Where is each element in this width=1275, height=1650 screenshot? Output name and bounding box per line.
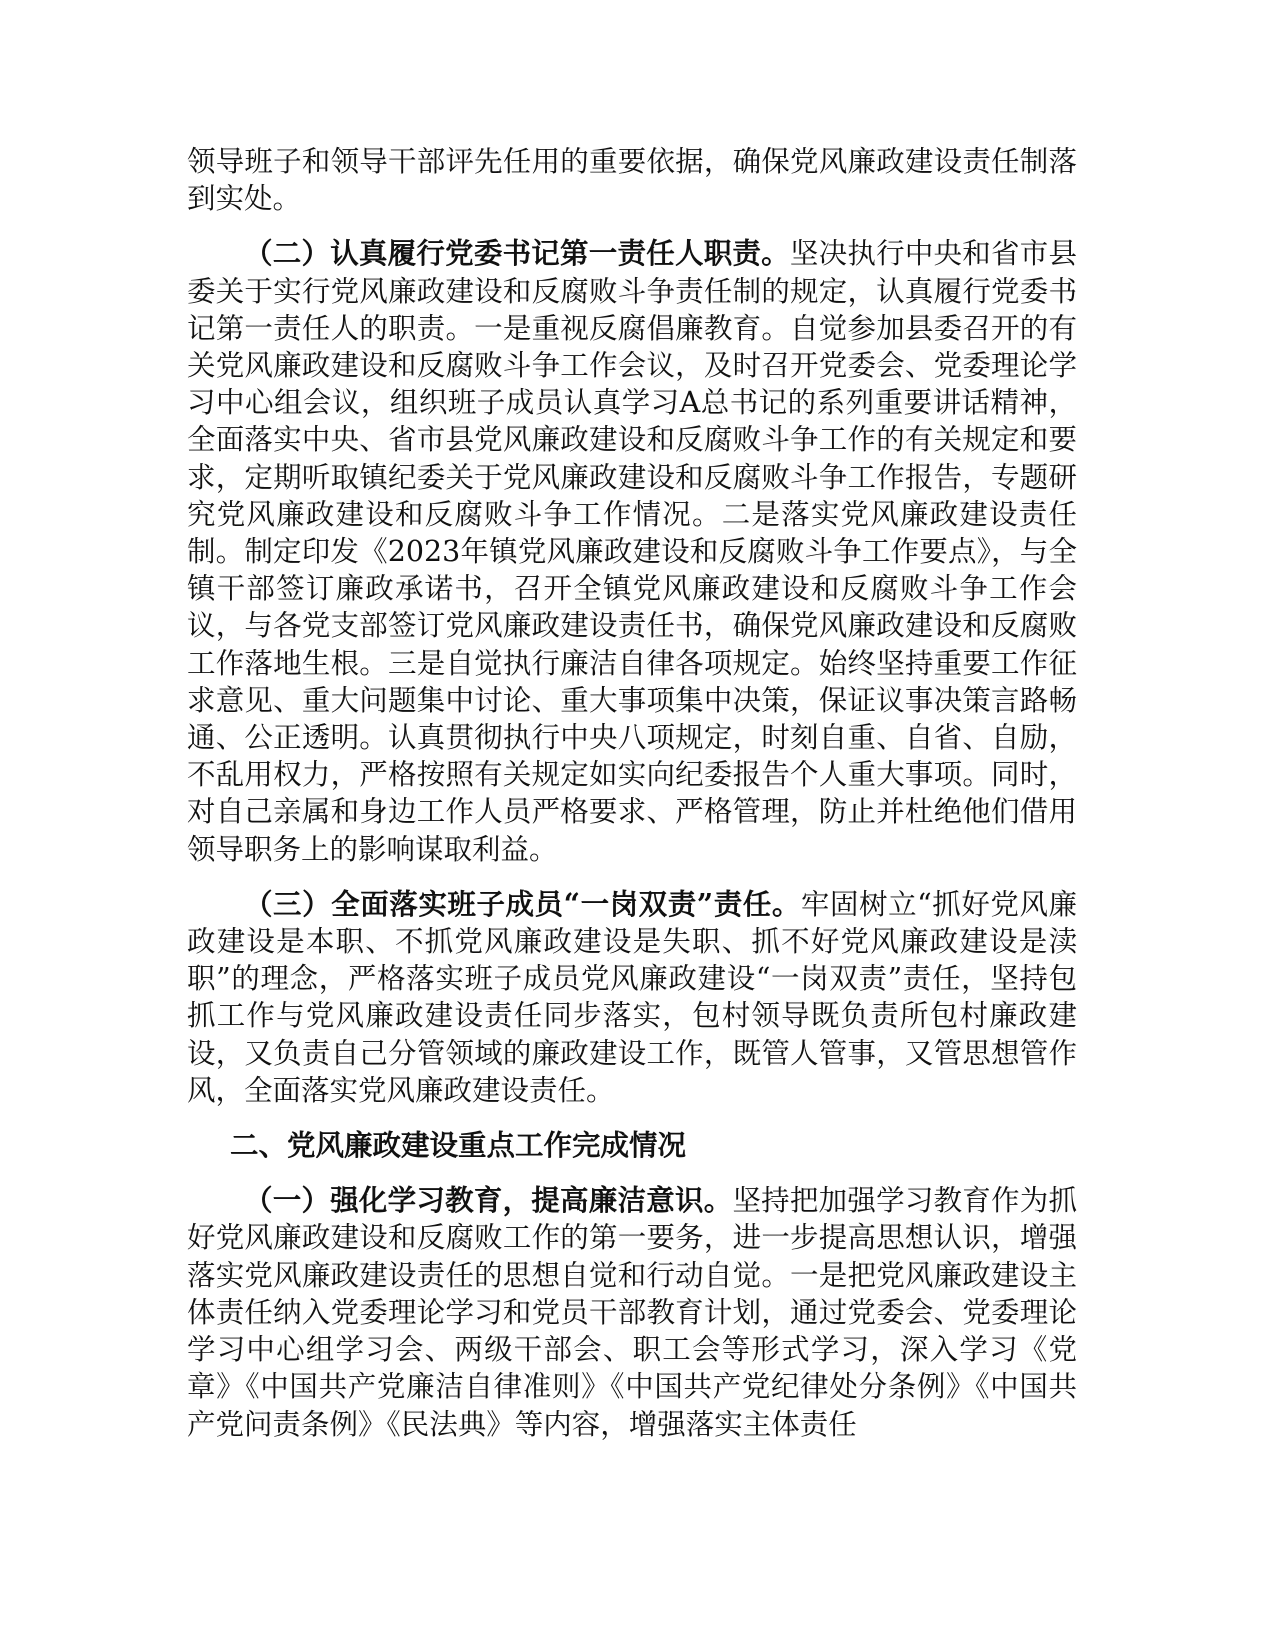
section-heading: 二、党风廉政建设重点工作完成情况 xyxy=(230,1128,687,1163)
document-body xyxy=(187,143,1077,1461)
paragraph-text: 领导班子和领导干部评先任用的重要依据，确保党风廉政建设责任制落到实处。 xyxy=(187,145,1077,216)
paragraph-lead: （一）强化学习教育，提高廉洁意识。 xyxy=(244,1183,733,1218)
paragraph-study-education xyxy=(187,1182,1077,1442)
paragraph-text: 牢固树立“抓好党风廉政建设是本职、不抓党风廉政建设是失职、抓不好党风廉政建设是渎职”的理念，严格落实班子成员党风廉政建设“一岗双责”责任，坚持包抓工作与党风廉政建设责任同步落实，包村领导既负责所包村廉政建设，又负责自己分管领域的廉政建设工作，既管人管事，又管思想管作风，全面落实党风廉政建设责任。 xyxy=(187,887,1077,1107)
paragraph-text: 坚决执行中央和省市县委关于实行党风廉政建设和反腐败斗争责任制的规定，认真履行党委书记第一责任人的职责。一是重视反腐倡廉教育。自觉参加县委召开的有关党风廉政建设和反腐败斗争工作会议，及时召开党委会、党委理论学习中心组会议，组织班子成员认真学习A总书记的系列重要讲话精神，全面落实中央、省市县党风廉政建设和反腐败斗争工作的有关规定和要求，定期听取镇纪委关于党风廉政建设和反腐败斗争工作报告，专题研究党风廉政建设和反腐败斗争工作情况。二是落实党风廉政建设责任制。制定印发《2023年镇党风廉政建设和反腐败斗争工作要点》，与全镇干部签订廉政承诺书，召开全镇党风廉政建设和反腐败斗争工作会议，与各党支部签订党风廉政建设责任书，确保党风廉政建设和反腐败工作落地生根。三是自觉执行廉洁自律各项规定。始终坚持重要工作征求意见、重大问题集中讨论、重大事项集中决策，保证议事决策言路畅通、公正透明。认真贯彻执行中央八项规定，时刻自重、自省、自励，不乱用权力，严格按照有关规定如实向纪委报告个人重大事项。同时，对自己亲属和身边工作人员严格要求、严格管理，防止并杜绝他们借用领导职务上的影响谋取利益。 xyxy=(187,237,1077,866)
paragraph-lead: （三）全面落实班子成员“一岗双责”责任。 xyxy=(244,886,801,921)
paragraph-continued xyxy=(187,143,1077,217)
paragraph-text: 坚持把加强学习教育作为抓好党风廉政建设和反腐败工作的第一要务，进一步提高思想认识，增强落实党风廉政建设责任的思想自觉和行动自觉。一是把党风廉政建设主体责任纳入党委理论学习和党员干部教育计划，通过党委会、党委理论学习中心组学习会、两级干部会、职工会等形式学习，深入学习《党章》《中国共产党廉洁自律准则》《中国共产党纪律处分条例》《中国共产党问责条例》《民法典》等内容，增强落实主体责任 xyxy=(187,1184,1077,1441)
paragraph-lead: （二）认真履行党委书记第一责任人职责。 xyxy=(244,236,790,271)
paragraph-one-post-two-duties xyxy=(187,886,1077,1109)
paragraph-party-secretary-duty xyxy=(187,235,1077,867)
